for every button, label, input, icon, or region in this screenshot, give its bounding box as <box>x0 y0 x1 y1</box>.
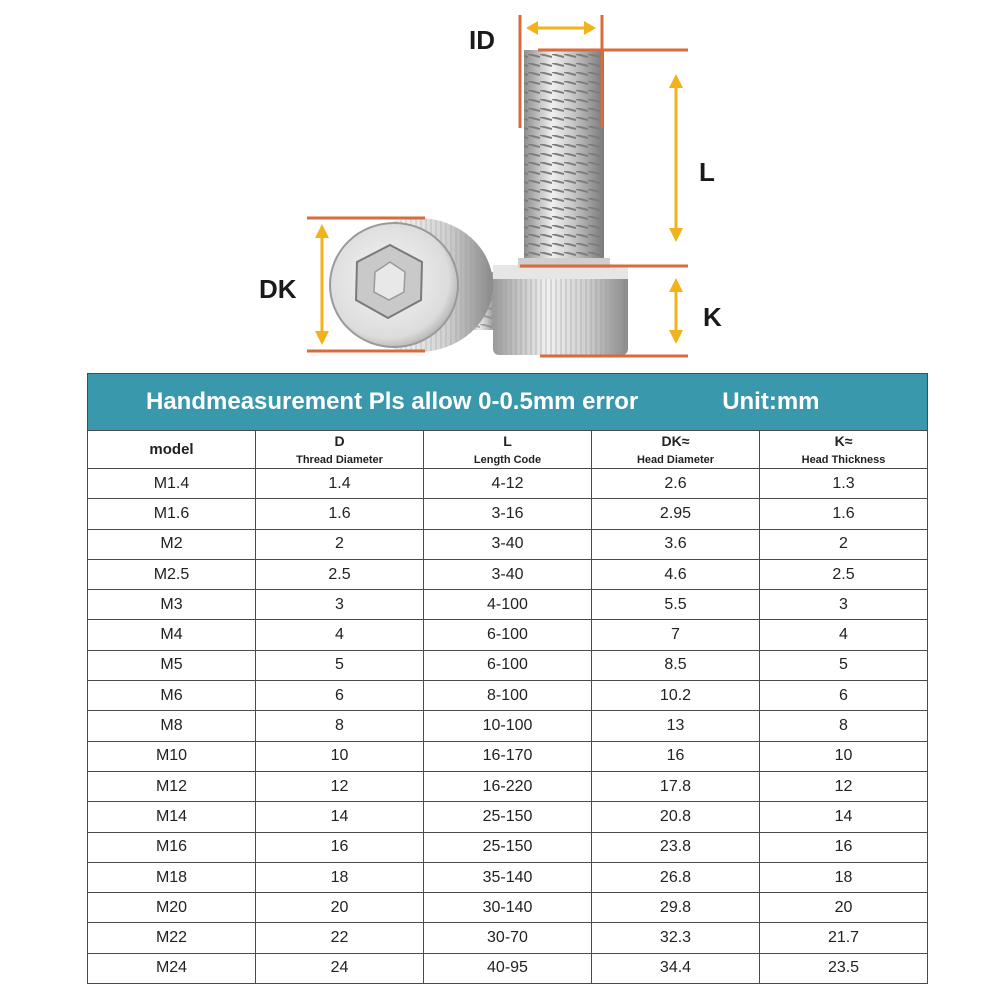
banner-title: Handmeasurement Pls allow 0-0.5mm error <box>146 388 639 416</box>
thread-diameter-cell: 24 <box>256 953 424 983</box>
head-diameter-cell: 10.2 <box>592 681 760 711</box>
spec-table-body <box>88 469 928 984</box>
length-code-cell: 8-100 <box>424 681 592 711</box>
model-cell: M10 <box>88 741 256 771</box>
length-code-cell: 16-220 <box>424 771 592 801</box>
head-thickness-cell: 2 <box>760 529 928 559</box>
length-code-cell: 30-70 <box>424 923 592 953</box>
head-diameter-cell: 34.4 <box>592 953 760 983</box>
thread-diameter-cell: 12 <box>256 771 424 801</box>
head-diameter-cell: 8.5 <box>592 650 760 680</box>
head-thickness-cell: 12 <box>760 771 928 801</box>
length-code-cell: 4-12 <box>424 469 592 499</box>
head-diameter-cell: 2.6 <box>592 469 760 499</box>
spec-table <box>87 373 928 984</box>
standing-screw-shaft <box>518 50 610 268</box>
head-diameter-cell: 17.8 <box>592 771 760 801</box>
table-row <box>88 590 928 620</box>
thread-diameter-cell: 5 <box>256 650 424 680</box>
length-code-cell: 25-150 <box>424 832 592 862</box>
thread-diameter-cell: 2.5 <box>256 559 424 589</box>
model-cell: M8 <box>88 711 256 741</box>
head-thickness-cell: 20 <box>760 893 928 923</box>
length-code-cell: 10-100 <box>424 711 592 741</box>
model-cell: M18 <box>88 862 256 892</box>
table-row <box>88 893 928 923</box>
model-cell: M16 <box>88 832 256 862</box>
l-dimension-label: L <box>699 157 715 187</box>
table-row <box>88 802 928 832</box>
thread-diameter-cell: 4 <box>256 620 424 650</box>
model-cell: M1.6 <box>88 499 256 529</box>
thread-diameter-cell: 8 <box>256 711 424 741</box>
model-cell: M12 <box>88 771 256 801</box>
thread-diameter-cell: 10 <box>256 741 424 771</box>
head-thickness-cell: 23.5 <box>760 953 928 983</box>
table-row <box>88 771 928 801</box>
header-head-diameter: DK≈ Head Diameter <box>592 431 760 469</box>
screw-illustration <box>0 0 1000 370</box>
header-length-code: L Length Code <box>424 431 592 469</box>
banner-unit: Unit:mm <box>722 388 820 416</box>
table-row <box>88 499 928 529</box>
screw-head-face <box>330 218 493 352</box>
table-row <box>88 650 928 680</box>
model-cell: M5 <box>88 650 256 680</box>
length-code-cell: 3-16 <box>424 499 592 529</box>
thread-diameter-cell: 3 <box>256 590 424 620</box>
header-head-thickness: K≈ Head Thickness <box>760 431 928 469</box>
head-thickness-cell: 10 <box>760 741 928 771</box>
thread-diameter-cell: 14 <box>256 802 424 832</box>
model-cell: M14 <box>88 802 256 832</box>
model-cell: M20 <box>88 893 256 923</box>
dk-dimension-label: DK <box>259 274 297 304</box>
length-code-cell: 3-40 <box>424 559 592 589</box>
length-code-cell: 25-150 <box>424 802 592 832</box>
thread-diameter-cell: 1.6 <box>256 499 424 529</box>
thread-diameter-cell: 6 <box>256 681 424 711</box>
table-row <box>88 953 928 983</box>
screw-dimension-diagram <box>0 0 1000 370</box>
head-diameter-cell: 5.5 <box>592 590 760 620</box>
head-diameter-cell: 16 <box>592 741 760 771</box>
head-thickness-cell: 3 <box>760 590 928 620</box>
thread-diameter-cell: 1.4 <box>256 469 424 499</box>
head-thickness-cell: 16 <box>760 832 928 862</box>
table-row <box>88 711 928 741</box>
table-row <box>88 923 928 953</box>
length-code-cell: 40-95 <box>424 953 592 983</box>
thread-diameter-cell: 18 <box>256 862 424 892</box>
head-diameter-cell: 20.8 <box>592 802 760 832</box>
head-diameter-cell: 26.8 <box>592 862 760 892</box>
length-code-cell: 6-100 <box>424 620 592 650</box>
head-thickness-cell: 2.5 <box>760 559 928 589</box>
thread-diameter-cell: 20 <box>256 893 424 923</box>
head-thickness-cell: 6 <box>760 681 928 711</box>
head-diameter-cell: 13 <box>592 711 760 741</box>
model-cell: M24 <box>88 953 256 983</box>
length-code-cell: 3-40 <box>424 529 592 559</box>
table-row <box>88 559 928 589</box>
head-diameter-cell: 23.8 <box>592 832 760 862</box>
table-row <box>88 741 928 771</box>
model-cell: M4 <box>88 620 256 650</box>
table-row <box>88 832 928 862</box>
id-dimension-label: ID <box>469 25 495 55</box>
thread-diameter-cell: 2 <box>256 529 424 559</box>
length-code-cell: 4-100 <box>424 590 592 620</box>
table-row <box>88 620 928 650</box>
length-code-cell: 16-170 <box>424 741 592 771</box>
k-dimension-label: K <box>703 302 722 332</box>
head-thickness-cell: 5 <box>760 650 928 680</box>
model-cell: M3 <box>88 590 256 620</box>
head-diameter-cell: 7 <box>592 620 760 650</box>
table-row <box>88 862 928 892</box>
table-row <box>88 529 928 559</box>
head-thickness-cell: 4 <box>760 620 928 650</box>
head-thickness-cell: 14 <box>760 802 928 832</box>
table-banner <box>88 374 928 431</box>
head-diameter-cell: 3.6 <box>592 529 760 559</box>
model-cell: M2.5 <box>88 559 256 589</box>
thread-diameter-cell: 22 <box>256 923 424 953</box>
head-thickness-cell: 18 <box>760 862 928 892</box>
length-code-cell: 6-100 <box>424 650 592 680</box>
thread-diameter-cell: 16 <box>256 832 424 862</box>
length-code-cell: 30-140 <box>424 893 592 923</box>
model-cell: M22 <box>88 923 256 953</box>
head-diameter-cell: 4.6 <box>592 559 760 589</box>
header-model: model <box>88 431 256 469</box>
head-diameter-cell: 29.8 <box>592 893 760 923</box>
head-thickness-cell: 21.7 <box>760 923 928 953</box>
standing-screw-head <box>493 265 628 355</box>
length-code-cell: 35-140 <box>424 862 592 892</box>
table-row <box>88 469 928 499</box>
table-row <box>88 681 928 711</box>
header-thread-diameter: D Thread Diameter <box>256 431 424 469</box>
model-cell: M2 <box>88 529 256 559</box>
head-thickness-cell: 1.6 <box>760 499 928 529</box>
model-cell: M1.4 <box>88 469 256 499</box>
head-thickness-cell: 1.3 <box>760 469 928 499</box>
head-thickness-cell: 8 <box>760 711 928 741</box>
table-header-row <box>88 431 928 469</box>
model-cell: M6 <box>88 681 256 711</box>
head-diameter-cell: 2.95 <box>592 499 760 529</box>
head-diameter-cell: 32.3 <box>592 923 760 953</box>
